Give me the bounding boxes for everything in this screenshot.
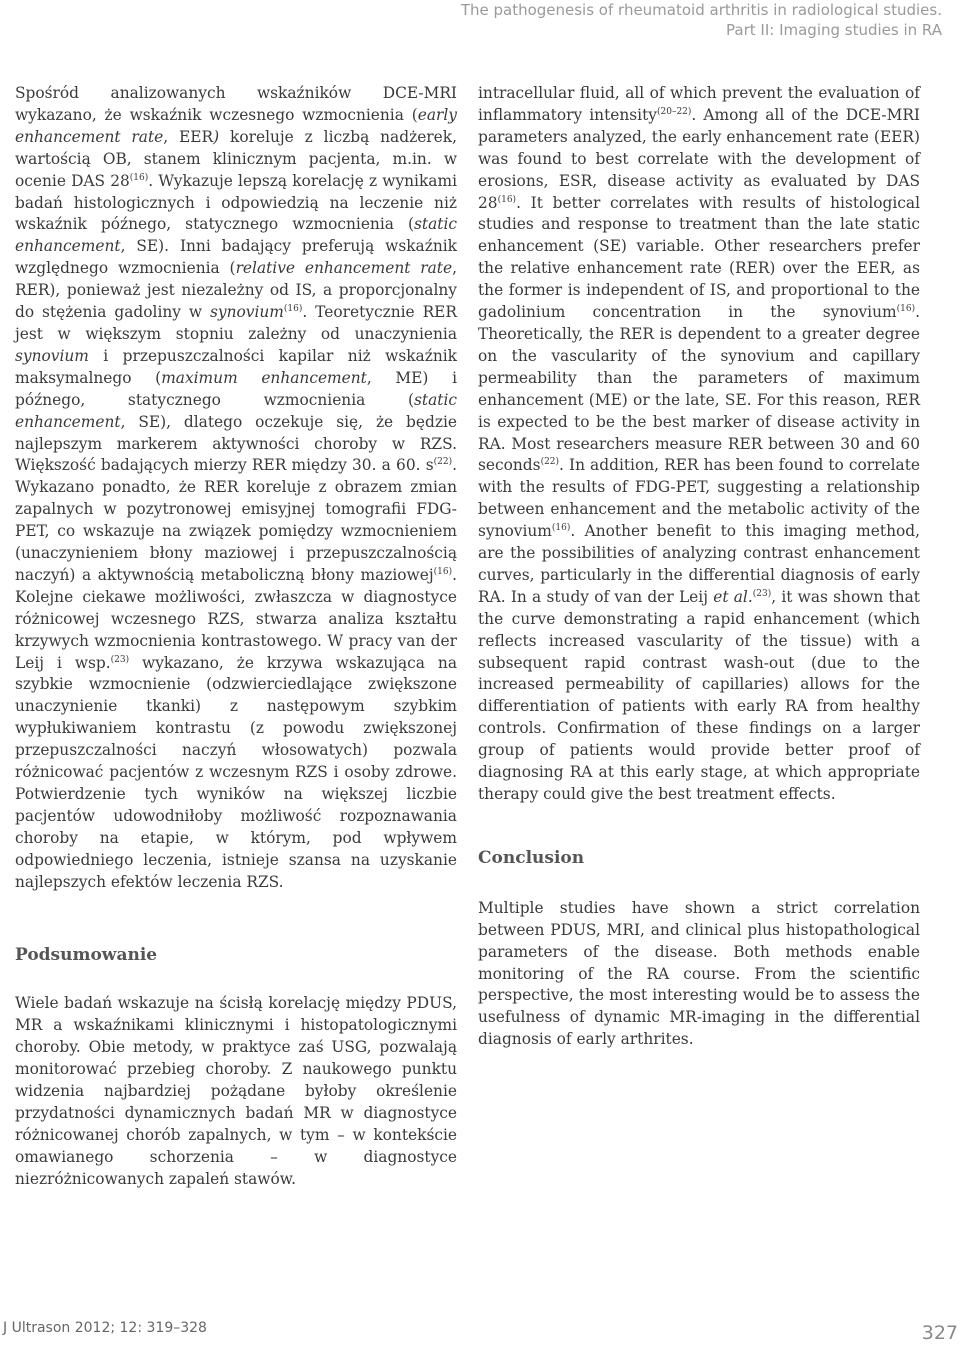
citation-reference: (16)	[551, 523, 571, 534]
citation-reference: (16)	[433, 566, 453, 577]
italic-term: maximum enhancement	[161, 368, 367, 387]
right-conclusion-paragraph: Multiple studies have shown a strict correlation between PDUS, MRI, and clinical plus histopathological parameters of the disease. Both methods enable monitoring of the RA course. From the scientific perspective, the most interesting would be to assess the usefulness of dynamic MR-imaging in the differential diagnosis of early arthrites.	[478, 898, 920, 1049]
header-title-line-2: Part II: Imaging studies in RA	[726, 21, 942, 39]
citation-reference: (22)	[433, 457, 453, 468]
left-summary-paragraph: Wiele badań wskazuje na ścisłą korelację między PDUS, MR a wskaźnikami klinicznymi i histopatologicznymi choroby. Obie metody, w praktyce zaś USG, pozwalają monitorować przebieg choroby. Z naukowego punktu widzenia najbardziej pożądane byłoby określenie przydatności dynamicznych badań MR w diagnostyce różnicowanej chorób zapalnych, w tym – w kontekście omawianego schorzenia – w diagnostyce niezróżnicowanych zapaleń stawów.	[15, 994, 457, 1188]
citation-reference: (23)	[752, 588, 772, 599]
citation-reference: (16)	[283, 304, 303, 315]
citation-reference: (22)	[540, 457, 560, 468]
italic-term: synovium	[15, 346, 89, 365]
citation-reference: (16)	[129, 172, 149, 183]
section-heading-conclusion: Conclusion	[478, 847, 585, 868]
italic-term: static enhancement	[15, 390, 457, 431]
section-heading-podsumowanie: Podsumowanie	[15, 944, 158, 965]
journal-citation: J Ultrason 2012; 12: 319–328	[3, 1320, 207, 1336]
italic-term: et al.	[713, 587, 753, 606]
running-header	[461, 0, 942, 40]
right-column	[478, 83, 920, 1051]
left-body-paragraph: Spośród analizowanych wskaźników DCE-MRI wykazano, że wskaźnik wczesnego wzmocnienia (early enhancement rate, EER) koreluje z liczbą nadżerek, wartością OB, stanem klinicznym pacjenta, m.in. w ocenie DAS 28$^{(16)}$. Wykazuje lepszą korelację z wynikami badań histologicznych i odpowiedzią na leczenie niż wskaźnik późnego, statycznego wzmocnienia (static enhancement, SE). Inni badający preferują wskaźnik względnego wzmocnienia (relative enhancement rate, RER), ponieważ jest niezależny od IS, a proporcjonalny do stężenia gadoliny w synovium$^{(16)}$. Teoretycznie RER jest w większym stopniu zależny od unaczynienia synovium i przepuszczalności kapilar niż wskaźnik maksymalnego (maximum enhancement, ME) i późnego, statycznego wzmocnienia (static enhancement, SE), dlatego oczekuje się, że będzie najlepszym markerem aktywności choroby w RZS. Większość badających mierzy RER między 30. a 60. $s^{(22)}$. Wykazano ponadto, że RER koreluje z obrazem zmian zapalnych w pozytronowej emisyjnej tomografii FDG-PET, co wskazuje na związek pomiędzy wzmocnieniem (unaczynieniem błony maziowej i przepuszczalnością naczyń) a aktywnością metaboliczną błony maziowej$^{(16)}$. Kolejne ciekawe możliwości, zwłaszcza w diagnostyce różnicowej wczesnego RZS, stwarza analiza kształtu krzywych wzmocnienia kontrastowego. W pracy van der Leij i wsp.$^{(23)}$ wykazano, że krzywa wskazująca na szybkie wzmocnienie (odzwierciedlające zwiększone unaczynienie tkanki) z następowym szybkim wypłukiwaniem kontrastu (z powodu zwiększonej przepuszczalności naczyń włosowatych) pozwala różnicować pacjentów z wczesnym RZS i osoby zdrowe. Potwierdzenie tych wyników na większej liczbie pacjentów udowodniłoby możliwość rozpoznawania choroby na etapie, w którym, pod wpływem odpowiedniego leczenia, istnieje szansa na uzyskanie najlepszych efektów leczenia RZS.	[15, 84, 458, 891]
italic-term: early enhancement rate	[15, 105, 457, 146]
italic-term: synovium	[209, 303, 284, 322]
citation-reference: (16)	[896, 304, 916, 315]
citation-reference: (20–22)	[656, 106, 692, 117]
right-body-paragraph: intracellular fluid, all of which prevent the evaluation of inflammatory intensity$^{(20-22)}$. Among all of the DCE-MRI parameters analyzed, the early enhancement rate (EER) was found to best correlate with the development of erosions, ESR, disease activity as evaluated by DAS 28$^{(16)}$. It better correlates with results of histological studies and response to treatment than the late static enhancement (SE) variable. Other researchers prefer the relative enhancement rate (RER) over the EER, as the former is independent of IS, and proportional to the gadolinium concentration in the synovium$^{(16)}$. Theoretically, the RER is dependent to a greater degree on the vascularity of the synovium and capillary permeability than the parameters of maximum enhancement (ME) or the late, SE. For this reason, RER is expected to be the best marker of disease activity in RA. Most researchers measure RER between 30 and 60 seconds$^{(22)}$. In addition, RER has been found to correlate with the results of FDG-PET, suggesting a relationship between enhancement and the metabolic activity of the synovium$^{(16)}$. Another benefit to this imaging method, are the possibilities of analyzing contrast enhancement curves, particularly in the differential diagnosis of early RA. In a study of van der Leij et al.$^{(23)}$, it was shown that the curve demonstrating a rapid enhancement (which reflects increased vascularity of the tissue) with a subsequent rapid contrast wash-out (due to the increased permeability of capillaries) allows for the differentiation of patients with early RA from healthy controls. Confirmation of these findings on a larger group of patients would provide better proof of diagnosing RA at this early stage, at which appropriate therapy could give the best treatment effects.	[478, 84, 920, 803]
italic-term: relative enhancement rate	[235, 259, 453, 278]
page-number: 327	[921, 1322, 958, 1344]
italic-term: static enhancement	[15, 215, 457, 256]
citation-reference: (23)	[110, 654, 130, 665]
italic-term: )	[213, 127, 220, 146]
citation-reference: (16)	[497, 194, 517, 205]
left-column	[15, 83, 457, 1191]
header-title-line-1: The pathogenesis of rheumatoid arthritis in radiological studies.	[460, 1, 942, 19]
